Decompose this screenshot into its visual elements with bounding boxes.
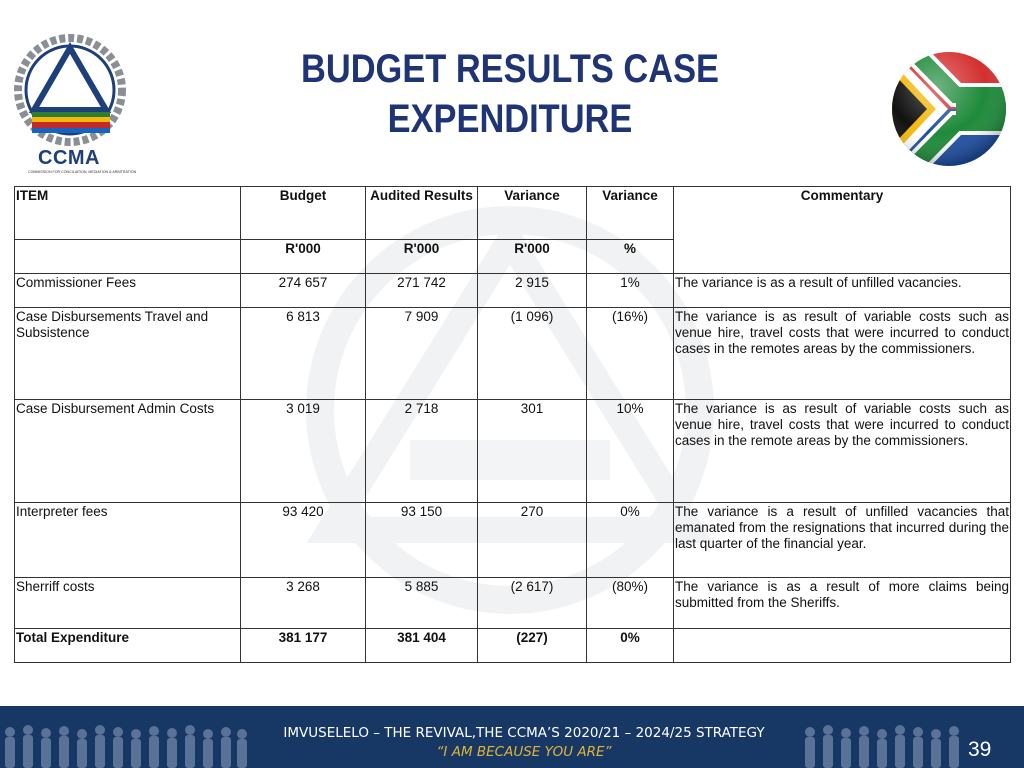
units-budget: R'000 <box>241 240 366 274</box>
title-line-1: BUDGET RESULTS CASE <box>301 47 719 91</box>
row-variance-percent: 10% <box>587 400 674 503</box>
total-budget: 381 177 <box>241 629 366 663</box>
row-commentary: The variance is as a result of unfilled vacancies. <box>674 274 1011 308</box>
row-item: Case Disbursements Travel and Subsistence <box>15 308 241 400</box>
row-variance-percent: (16%) <box>587 308 674 400</box>
footer-strategy-text: IMVUSELELO – THE REVIVAL,THE CCMA’S 2020/21 – 2024/25 STRATEGY <box>283 725 765 741</box>
header-commentary: Commentary <box>674 187 1011 274</box>
row-item: Commissioner Fees <box>15 274 241 308</box>
row-audited: 7 909 <box>366 308 478 400</box>
table-row <box>15 400 1011 503</box>
units-item-blank <box>15 240 241 274</box>
row-item: Sherriff costs <box>15 578 241 629</box>
table-row <box>15 274 1011 308</box>
row-variance: (1 096) <box>478 308 587 400</box>
header-audited-results: Audited Results <box>366 187 478 240</box>
row-commentary: The variance is as result of variable costs such as venue hire, travel costs that were incurred to conduct cases in the remotes areas by the commissioners. <box>674 308 1011 400</box>
total-audited: 381 404 <box>366 629 478 663</box>
ccma-logo-text: CCMA <box>38 147 100 169</box>
budget-results-table <box>14 186 1011 663</box>
row-audited: 5 885 <box>366 578 478 629</box>
header-variance: Variance <box>478 187 587 240</box>
table-header-row <box>15 187 1011 240</box>
row-item: Case Disbursement Admin Costs <box>15 400 241 503</box>
row-audited: 93 150 <box>366 503 478 578</box>
page-number: 39 <box>968 738 992 761</box>
south-africa-flag-icon <box>890 50 1008 168</box>
ccma-logo-subtitle: COMMISSION FOR CONCILIATION, MEDIATION & ARBITRATION <box>28 170 137 174</box>
header-variance-percent: Variance <box>587 187 674 240</box>
row-budget: 6 813 <box>241 308 366 400</box>
total-variance-percent: 0% <box>587 629 674 663</box>
row-audited: 2 718 <box>366 400 478 503</box>
total-commentary <box>674 629 1011 663</box>
table-row <box>15 308 1011 400</box>
units-audited: R'000 <box>366 240 478 274</box>
total-item: Total Expenditure <box>15 629 241 663</box>
total-variance: (227) <box>478 629 587 663</box>
header-item: ITEM <box>15 187 241 240</box>
row-budget: 93 420 <box>241 503 366 578</box>
footer-band <box>0 706 1024 768</box>
row-audited: 271 742 <box>366 274 478 308</box>
title-line-2: EXPENDITURE <box>387 97 633 141</box>
row-commentary: The variance is as a result of more claims being submitted from the Sheriffs. <box>674 578 1011 629</box>
footer-tagline: “I AM BECAUSE YOU ARE” <box>436 744 612 760</box>
row-item: Interpreter fees <box>15 503 241 578</box>
row-variance: 2 915 <box>478 274 587 308</box>
row-variance: 301 <box>478 400 587 503</box>
units-variance-percent: % <box>587 240 674 274</box>
table-row <box>15 503 1011 578</box>
row-budget: 3 268 <box>241 578 366 629</box>
row-variance: 270 <box>478 503 587 578</box>
table-row <box>15 578 1011 629</box>
row-budget: 3 019 <box>241 400 366 503</box>
row-commentary: The variance is a result of unfilled vacancies that emanated from the resignations that incurred during the last quarter of the financial year. <box>674 503 1011 578</box>
people-silhouettes-icon <box>0 722 250 768</box>
row-variance-percent: 0% <box>587 503 674 578</box>
row-commentary: The variance is as result of variable costs such as venue hire, travel costs that were incurred to conduct cases in the remote areas by the commissioners. <box>674 400 1011 503</box>
units-variance: R'000 <box>478 240 587 274</box>
table-total-row <box>15 629 1011 663</box>
row-variance-percent: 1% <box>587 274 674 308</box>
page-title <box>269 44 751 144</box>
row-variance: (2 617) <box>478 578 587 629</box>
row-budget: 274 657 <box>241 274 366 308</box>
header-budget: Budget <box>241 187 366 240</box>
row-variance-percent: (80%) <box>587 578 674 629</box>
